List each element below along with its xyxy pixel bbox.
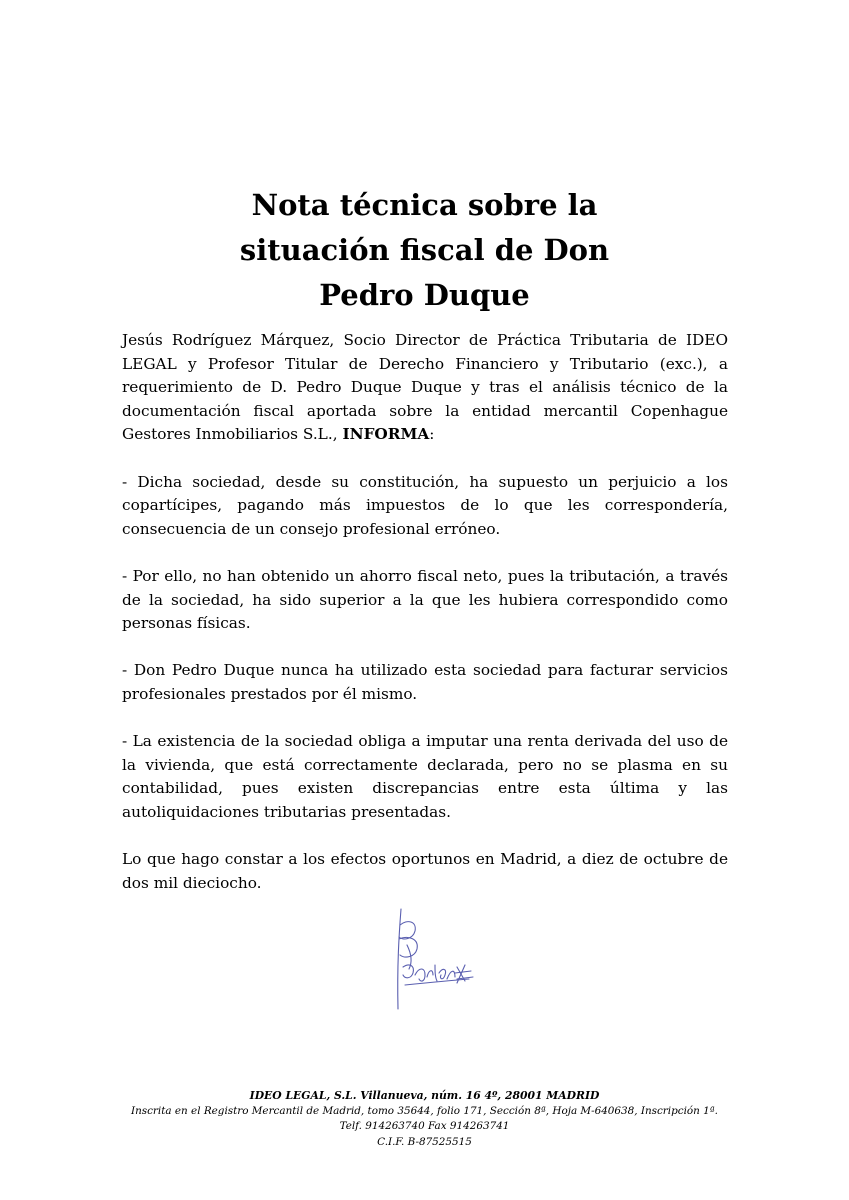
letterhead-footer [0,1088,849,1150]
intro-text: Jesús Rodríguez Márquez, Socio Director de Práctica Tributaria de IDEO LEGAL y Profesor Titular de Derecho Financiero y Tributario (exc.), a requerimiento de D. Pedro Duque Duque y tras el análisis técnico de la documentación fiscal aportada sobre la entidad mercantil Copenhague Gestores Inmobiliarios S.L., [122,331,728,444]
intro-colon: : [429,425,435,444]
footer-registry-info: Inscrita en el Registro Mercantil de Madrid, tomo 35644, folio 171, Sección 8ª, Hoja M-640638, Inscripción 1ª. [130,1104,718,1117]
footer-phone-fax: Telf. 914263740 Fax 914263741 [339,1120,510,1132]
title-line-3: Pedro Duque [319,278,530,312]
footer-company-address: IDEO LEGAL, S.L. Villanueva, núm. 16 4º, 28001 MADRID [249,1089,600,1102]
point-1-paragraph: - Dicha sociedad, desde su constitución, ha supuesto un perjuicio a los copartícipes, pagando más impuestos de lo que les correspondería, consecuencia de un consejo profesional erróneo. [122,472,728,538]
informa-keyword: INFORMA [342,425,430,444]
handwritten-signature [385,905,485,1015]
point-2-paragraph: - Por ello, no han obtenido un ahorro fiscal neto, pues la tributación, a través de la sociedad, ha sido superior a la que les hubiera correspondido como personas físicas. [122,566,728,633]
point-4-paragraph: - La existencia de la sociedad obliga a imputar una renta derivada del uso de la vivienda, que está correctamente declarada, pero no se plasma en su contabilidad, pues existen discrepancias entre esta última y las autoliquidaciones tributarias presentadas. [122,732,728,821]
intro-paragraph [122,329,728,447]
title-line-2: situación fiscal de Don [239,233,610,267]
point-3-paragraph: - Don Pedro Duque nunca ha utilizado esta sociedad para facturar servicios profesionales prestados por él mismo. [122,661,728,703]
document-body [122,329,728,919]
closing-paragraph: Lo que hago constar a los efectos oportunos en Madrid, a diez de octubre de dos mil dieciocho. [122,850,728,892]
title-line-1: Nota técnica sobre la [251,188,598,222]
document-title [0,183,849,318]
footer-cif: C.I.F. B-87525515 [377,1135,472,1148]
